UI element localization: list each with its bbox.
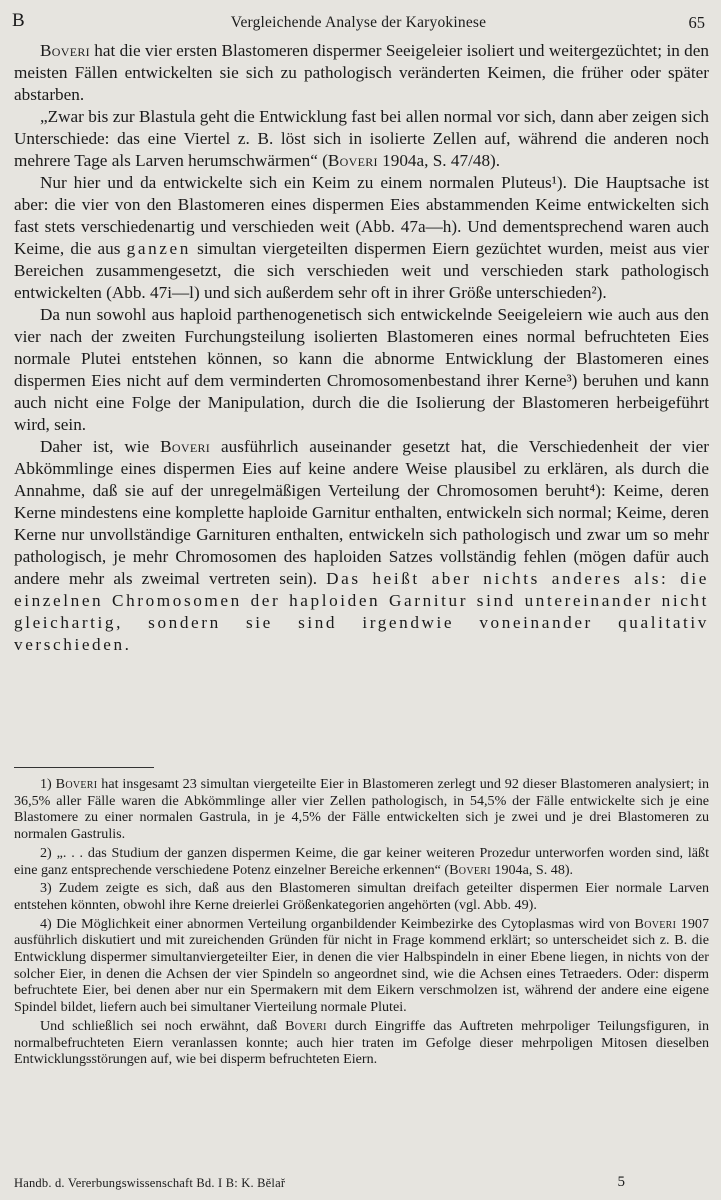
emphasized-text: ganzen — [126, 239, 191, 258]
text-run: Da nun sowohl aus haploid parthenogenetisch sich entwickelnde Seeigeleiern wie auch aus den vier nach der zweiten Furchungsteilung isolierten Blastomeren eines normal befruchteten Eies normale Plutei entstehen können, so kann die abnorme Entwicklung der Blastomeren eines dispermen Eies nicht auf dem verminderten Chromosomenbestand ihrer Kerne³) beruhen und kann auch nicht eine Folge der Manipulation, durch die die Isolierung der Blastomeren herbeigeführt wird, sein. — [14, 305, 709, 434]
paragraph — [14, 172, 709, 304]
signature-mark: 5 — [617, 1174, 625, 1190]
text-run: 1907 ausführlich diskutiert und mit zureichenden Gründen für nicht in Frage kommend erklärt; so unterscheidet sich z. B. die Entwicklung dispermer simultanviergeteilter Eier, in denen die vier Halbspindeln in einer Ebene liegen, in nichts von der solcher Eier, in denen die Achsen der vier Spindeln so angeordnet sind, wie die Achsen eines Tetraeders. Oder: disperm befruchtete Eier, bei denen aber nur ein Spermakern mit dem Eikern verschmolzen ist, während der andere eine eigene Spindel bildet, liefern auch bei simultaner Vierteilung normale Plutei. — [14, 915, 709, 1016]
page-number: 65 — [688, 13, 705, 32]
text-run: durch Eingriffe das Auftreten mehrpoliger Teilungsfiguren, in normalbefruchteten Eiern veranlassen konnte; auch hier traten im Gefolge dieser mehrpoligen Mitosen dieselben Entwicklungsstörungen auf, wie bei disperm befruchteten Eiern. — [14, 1017, 709, 1068]
author-name: Boveri — [449, 861, 491, 878]
footnote — [14, 916, 709, 1016]
section-letter: B — [12, 10, 25, 31]
running-title: Vergleichende Analyse der Karyokinese — [230, 14, 487, 31]
footnote-divider — [14, 767, 154, 768]
paragraph — [14, 106, 709, 172]
book-citation: Handb. d. Vererbungswissenschaft Bd. I B: K. Bělař — [14, 1176, 286, 1190]
text-run: „Zwar bis zur Blastula geht die Entwicklung fast bei allen normal vor sich, dann aber zeigen sich Unterschiede: das eine Viertel z. B. löst sich in isolierte Zellen auf, während die anderen noch mehrere Tage als Larven herumschwärmen“ ( — [14, 107, 709, 170]
running-header — [12, 10, 705, 36]
text-run: 1904a, S. 48). — [490, 861, 574, 878]
text-run: ausführlich auseinander gesetzt hat, die Verschiedenheit der vier Abkömmlinge eines dispermen Eies auf keine andere Weise plausibel zu erklären, als durch die Annahme, daß sie auf der unregelmäßigen Verteilung der Chromosomen beruht⁴): Keime, deren Kerne mindestens eine komplette haploide Garnitur enthalten, entwickeln sich normal; Keime, deren Kerne nur unvollständige Garnituren enthalten, entwickeln sich pathologisch und zwar um so mehr pathologisch, je mehr Chromosomen des haploiden Satzes vollständig fehlen (mögen dafür auch andere mehr als zweimal vertreten sein). — [14, 437, 709, 588]
paragraph — [14, 304, 709, 436]
footnote — [14, 776, 709, 843]
author-name: Boveri — [55, 776, 98, 792]
author-name: Boveri — [285, 1017, 327, 1034]
text-run: hat die vier ersten Blastomeren dispermer Seeigeleier isoliert und weitergezüchtet; in den meisten Fällen entwickelten sie sich zu pathologisch veränderten Keimen, die früher oder später abstarben. — [14, 41, 709, 104]
text-run: Daher ist, wie — [40, 437, 161, 456]
text-run: Nur hier und da entwickelte sich ein Keim zu einem normalen Pluteus¹). Die Hauptsache ist aber: die vier von den Blastomeren eines dispermen Eies abstammenden Keime entwickelten sich fast stets verschiedenartig und verschieden weit (Abb. 47a—h). Und dementsprechend waren auch Keime, die aus — [14, 173, 709, 258]
paragraph — [14, 40, 709, 106]
emphasized-text: Das heißt aber nichts anderes als: die einzelnen Chromosomen der haploiden Garnitur sind untereinander nicht gleichartig, sondern sie sind irgendwie voneinander qualitativ verschieden. — [14, 569, 709, 654]
text-run: 4) Die Möglichkeit einer abnormen Verteilung organbildender Keimbezirke des Cytoplasmas wird von — [40, 915, 635, 932]
page-footer — [14, 1176, 705, 1194]
text-run: Und schließlich sei noch erwähnt, daß — [40, 1017, 286, 1034]
author-name: Boveri — [634, 915, 677, 932]
footnote — [14, 845, 709, 878]
paragraph — [14, 436, 709, 656]
text-run: 3) Zudem zeigte es sich, daß aus den Blastomeren simultan dreifach geteilter dispermen Eier normale Larven entstehen könnten, obwohl ihre Kerne dreierlei Größenkategorien angehörten (vgl. Abb. 49). — [14, 880, 709, 913]
main-text — [14, 40, 709, 656]
footnote — [14, 880, 709, 913]
text-run: 1904a, S. 47/48). — [377, 151, 501, 170]
text-run: hat insgesamt 23 simultan viergeteilte Eier in Blastomeren zerlegt und 92 dieser Blastomeren analysiert; in 36,5% aller Fälle waren die Abkömmlinge aller vier Zellen pathologisch, in 54,5% der Fälle entwickelte sich je eine Blastomere zu einer normalen Gastrula, in je 4,5% der Fälle entwickelten sich je zwei und je drei Blastomeren zu normalen Gastrulis. — [14, 776, 709, 843]
author-name: Boveri — [327, 151, 378, 170]
text-run: 1) — [40, 776, 56, 792]
author-name: Boveri — [40, 41, 90, 60]
footnote — [14, 1018, 709, 1068]
text-run: 2) „. . . das Studium der ganzen dispermen Keime, die gar keiner weiteren Prozedur unterworfen worden sind, läßt eine ganz entsprechende verschiedene Potenz einzelner Bereiche erkennen“ ( — [14, 844, 709, 878]
text-run: simultan viergeteilten dispermen Eiern gezüchtet wurden, meist aus vier Bereichen zusammengesetzt, die sich verschieden weit und verschieden stark pathologisch entwickelten (Abb. 47i—l) und sich außerdem sehr oft in ihrer Größe unterschieden²). — [14, 239, 709, 302]
author-name: Boveri — [160, 437, 211, 456]
footnotes — [14, 776, 709, 1070]
